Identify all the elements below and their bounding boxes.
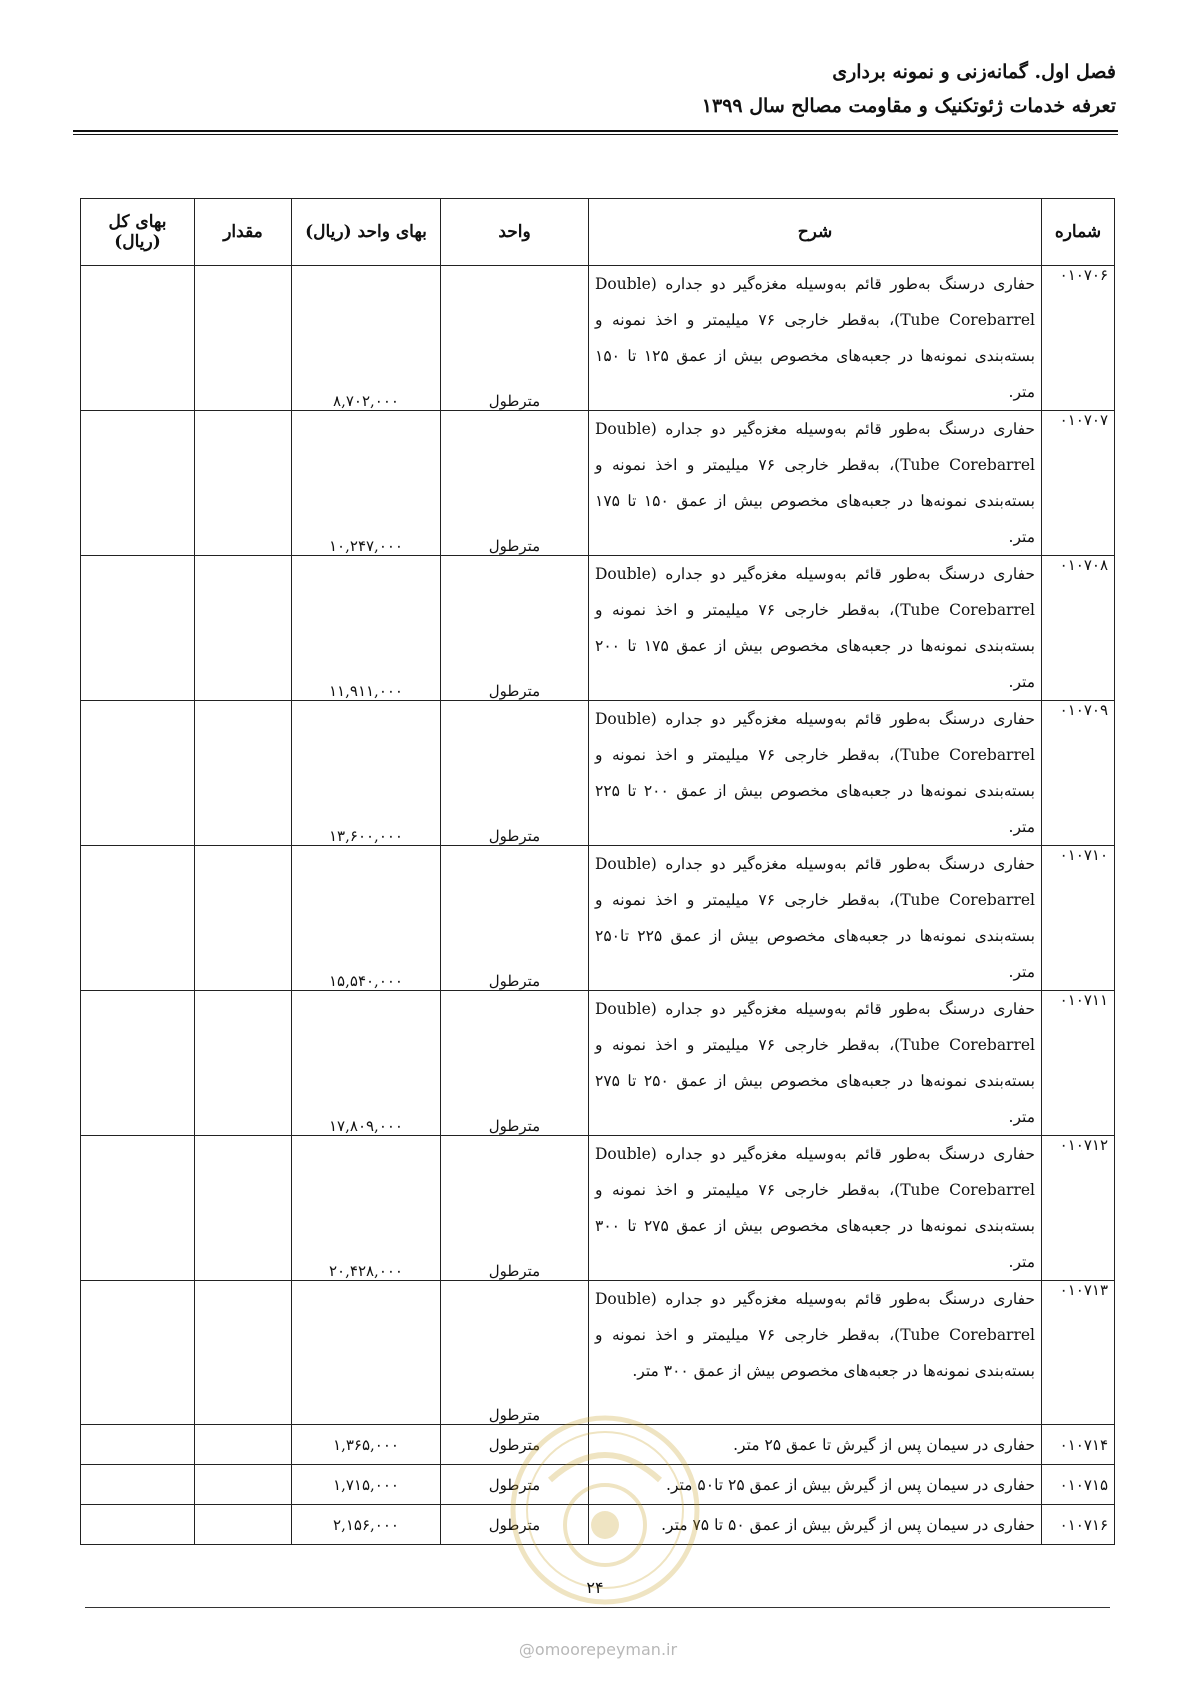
item-total [81, 1281, 195, 1425]
item-quantity [195, 846, 292, 991]
item-description: حفاری درسنگ به‌طور قائم به‌وسیله مغزه‌گیر دو جداره (Double Tube Corebarrel)، به‌قطر خارجی ۷۶ میلیمتر و اخذ نمونه و بسته‌بندی نمونه‌ها در جعبه‌های مخصوص بیش از عمق ۲۵۰ تا ۲۷۵ متر. [589, 991, 1042, 1136]
watermark-url: @omoorepeyman.ir [518, 1640, 678, 1659]
item-description: حفاری در سیمان پس از گیرش تا عمق ۲۵ متر. [589, 1425, 1042, 1465]
page-number: ۲۴ [586, 1578, 604, 1597]
column-header-quantity: مقدار [195, 199, 292, 266]
item-description: حفاری در سیمان پس از گیرش بیش از عمق ۲۵ تا۵۰ متر. [589, 1465, 1042, 1505]
column-header-unit: واحد [441, 199, 589, 266]
item-unit: مترطول [441, 1136, 589, 1281]
item-unit: مترطول [441, 1281, 589, 1425]
item-unit-price [292, 1281, 441, 1425]
item-unit-price: ۱۳,۶۰۰,۰۰۰ [292, 701, 441, 846]
item-total [81, 701, 195, 846]
item-unit-price: ۱۰,۲۴۷,۰۰۰ [292, 411, 441, 556]
item-unit: مترطول [441, 266, 589, 411]
item-total [81, 411, 195, 556]
page-header [66, 55, 1116, 123]
table-row [81, 1281, 1115, 1425]
item-unit: مترطول [441, 701, 589, 846]
item-quantity [195, 1425, 292, 1465]
item-unit-price: ۱۱,۹۱۱,۰۰۰ [292, 556, 441, 701]
item-unit-price: ۱۵,۵۴۰,۰۰۰ [292, 846, 441, 991]
item-unit: مترطول [441, 1425, 589, 1465]
column-header-description: شرح [589, 199, 1042, 266]
item-number: ۰۱۰۷۱۲ [1042, 1136, 1115, 1281]
tariff-table [80, 198, 1115, 1545]
item-quantity [195, 1136, 292, 1281]
item-unit: مترطول [441, 556, 589, 701]
item-unit: مترطول [441, 411, 589, 556]
table-header-row [81, 199, 1115, 266]
header-rule-thin [73, 134, 1118, 135]
item-quantity [195, 701, 292, 846]
item-unit-price: ۱,۷۱۵,۰۰۰ [292, 1465, 441, 1505]
item-quantity [195, 1465, 292, 1505]
item-total [81, 1425, 195, 1465]
item-total [81, 1136, 195, 1281]
item-number: ۰۱۰۷۰۸ [1042, 556, 1115, 701]
item-quantity [195, 991, 292, 1136]
item-number: ۰۱۰۷۰۹ [1042, 701, 1115, 846]
item-unit: مترطول [441, 1505, 589, 1545]
item-unit-price: ۲۰,۴۲۸,۰۰۰ [292, 1136, 441, 1281]
item-number: ۰۱۰۷۰۷ [1042, 411, 1115, 556]
item-number: ۰۱۰۷۰۶ [1042, 266, 1115, 411]
item-description: حفاری درسنگ به‌طور قائم به‌وسیله مغزه‌گیر دو جداره (Double Tube Corebarrel)، به‌قطر خارجی ۷۶ میلیمتر و اخذ نمونه و بسته‌بندی نمونه‌ها در جعبه‌های مخصوص بیش از عمق ۲۰۰ تا ۲۲۵ متر. [589, 701, 1042, 846]
item-unit-price: ۱,۳۶۵,۰۰۰ [292, 1425, 441, 1465]
item-number: ۰۱۰۷۱۱ [1042, 991, 1115, 1136]
item-number: ۰۱۰۷۱۴ [1042, 1425, 1115, 1465]
item-description: حفاری در سیمان پس از گیرش بیش از عمق ۵۰ تا ۷۵ متر. [589, 1505, 1042, 1545]
item-unit-price: ۱۷,۸۰۹,۰۰۰ [292, 991, 441, 1136]
table-row [81, 411, 1115, 556]
item-number: ۰۱۰۷۱۶ [1042, 1505, 1115, 1545]
item-unit: مترطول [441, 846, 589, 991]
item-total [81, 1465, 195, 1505]
table-row [81, 266, 1115, 411]
item-quantity [195, 1505, 292, 1545]
item-description: حفاری درسنگ به‌طور قائم به‌وسیله مغزه‌گیر دو جداره (Double Tube Corebarrel)، به‌قطر خارجی ۷۶ میلیمتر و اخذ نمونه و بسته‌بندی نمونه‌ها در جعبه‌های مخصوص بیش از عمق ۳۰۰ متر. [589, 1281, 1042, 1425]
item-description: حفاری درسنگ به‌طور قائم به‌وسیله مغزه‌گیر دو جداره (Double Tube Corebarrel)، به‌قطر خارجی ۷۶ میلیمتر و اخذ نمونه و بسته‌بندی نمونه‌ها در جعبه‌های مخصوص بیش از عمق ۲۷۵ تا ۳۰۰ متر. [589, 1136, 1042, 1281]
table-row [81, 991, 1115, 1136]
item-description: حفاری درسنگ به‌طور قائم به‌وسیله مغزه‌گیر دو جداره (Double Tube Corebarrel)، به‌قطر خارجی ۷۶ میلیمتر و اخذ نمونه و بسته‌بندی نمونه‌ها در جعبه‌های مخصوص بیش از عمق ۱۷۵ تا ۲۰۰ متر. [589, 556, 1042, 701]
item-description: حفاری درسنگ به‌طور قائم به‌وسیله مغزه‌گیر دو جداره (Double Tube Corebarrel)، به‌قطر خارجی ۷۶ میلیمتر و اخذ نمونه و بسته‌بندی نمونه‌ها در جعبه‌های مخصوص بیش از عمق ۱۵۰ تا ۱۷۵ متر. [589, 411, 1042, 556]
item-total [81, 991, 195, 1136]
item-unit: مترطول [441, 1465, 589, 1505]
table-row [81, 556, 1115, 701]
chapter-title: فصل اول. گمانه‌زنی و نمونه برداری [832, 61, 1116, 83]
item-quantity [195, 556, 292, 701]
table-row [81, 701, 1115, 846]
column-header-number: شماره [1042, 199, 1115, 266]
item-quantity [195, 1281, 292, 1425]
header-rule-thick [73, 130, 1118, 132]
item-number: ۰۱۰۷۱۵ [1042, 1465, 1115, 1505]
item-unit: مترطول [441, 991, 589, 1136]
item-quantity [195, 411, 292, 556]
item-total [81, 266, 195, 411]
item-total [81, 846, 195, 991]
table-row [81, 1136, 1115, 1281]
item-description: حفاری درسنگ به‌طور قائم به‌وسیله مغزه‌گیر دو جداره (Double Tube Corebarrel)، به‌قطر خارجی ۷۶ میلیمتر و اخذ نمونه و بسته‌بندی نمونه‌ها در جعبه‌های مخصوص بیش از عمق ۲۲۵ تا۲۵۰ متر. [589, 846, 1042, 991]
document-title: تعرفه خدمات ژئوتکنیک و مقاومت مصالح سال ۱۳۹۹ [701, 95, 1116, 117]
item-unit-price: ۲,۱۵۶,۰۰۰ [292, 1505, 441, 1545]
item-number: ۰۱۰۷۱۳ [1042, 1281, 1115, 1425]
item-description: حفاری درسنگ به‌طور قائم به‌وسیله مغزه‌گیر دو جداره (Double Tube Corebarrel)، به‌قطر خارجی ۷۶ میلیمتر و اخذ نمونه و بسته‌بندی نمونه‌ها در جعبه‌های مخصوص بیش از عمق ۱۲۵ تا ۱۵۰ متر. [589, 266, 1042, 411]
column-header-unit-price: بهای واحد (ریال) [292, 199, 441, 266]
item-quantity [195, 266, 292, 411]
item-total [81, 1505, 195, 1545]
item-number: ۰۱۰۷۱۰ [1042, 846, 1115, 991]
item-unit-price: ۸,۷۰۲,۰۰۰ [292, 266, 441, 411]
column-header-total: بهای کل (ریال) [81, 199, 195, 266]
item-total [81, 556, 195, 701]
table-row [81, 846, 1115, 991]
footer-rule [85, 1607, 1110, 1608]
